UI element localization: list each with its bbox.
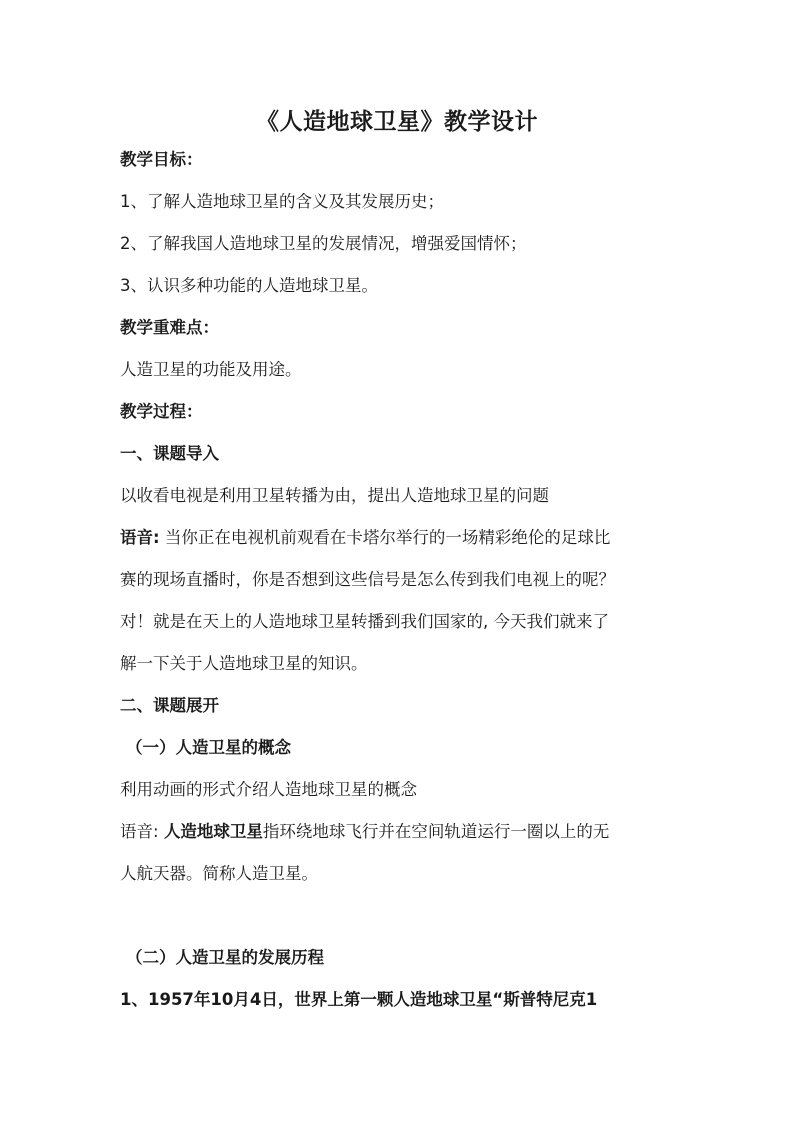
document-title: 《人造地球卫星》教学设计: [256, 109, 538, 135]
voice-text: 当你正在电视机前观看在卡塔尔举行的一场精彩绝伦的足球比: [159, 528, 611, 547]
objective-2: 2、了解我国人造地球卫星的发展情况，增强爱国情怀；: [120, 234, 527, 253]
term-highlight: 人造地球卫星: [163, 822, 263, 841]
section1-voice-line-1: [120, 526, 680, 550]
key-points-text: 人造卫星的功能及用途。: [120, 360, 302, 379]
definition-text: 指环绕地球飞行并在空间轨道运行一圈以上的无: [262, 822, 610, 841]
key-points-heading: 教学重难点：: [120, 318, 219, 337]
subsection1-voice-line-2: 人航天器。简称人造卫星。: [120, 864, 318, 883]
section1-voice-line-3: 对！就是在天上的人造地球卫星转播到我们国家的, 今天我们就来了: [120, 612, 609, 631]
subsection1-intro: 利用动画的形式介绍人造地球卫星的概念: [120, 780, 417, 799]
objectives-heading: 教学目标：: [120, 150, 203, 169]
objective-3: 3、认识多种功能的人造地球卫星。: [120, 276, 378, 295]
section1-heading: 一、课题导入: [120, 444, 219, 463]
subsection1-heading: （一）人造卫星的概念: [126, 738, 291, 757]
voice-label: 语音:: [120, 822, 164, 841]
section2-heading: 二、课题展开: [120, 696, 219, 715]
subsection1-voice-line-1: [120, 820, 680, 844]
subsection2-heading: （二）人造卫星的发展历程: [126, 948, 324, 967]
subsection2-item-1: 1、1957年10月4日，世界上第一颗人造地球卫星“斯普特尼克1: [120, 990, 598, 1009]
objective-1: 1、了解人造地球卫星的含义及其发展历史；: [120, 192, 444, 211]
section1-voice-line-4: 解一下关于人造地球卫星的知识。: [120, 654, 368, 673]
section1-intro: 以收看电视是利用卫星转播为由，提出人造地球卫星的问题: [120, 486, 549, 505]
process-heading: 教学过程：: [120, 402, 203, 421]
section1-voice-line-2: 赛的现场直播时，你是否想到这些信号是怎么传到我们电视上的呢？: [120, 570, 615, 589]
voice-label: 语音:: [120, 528, 160, 547]
